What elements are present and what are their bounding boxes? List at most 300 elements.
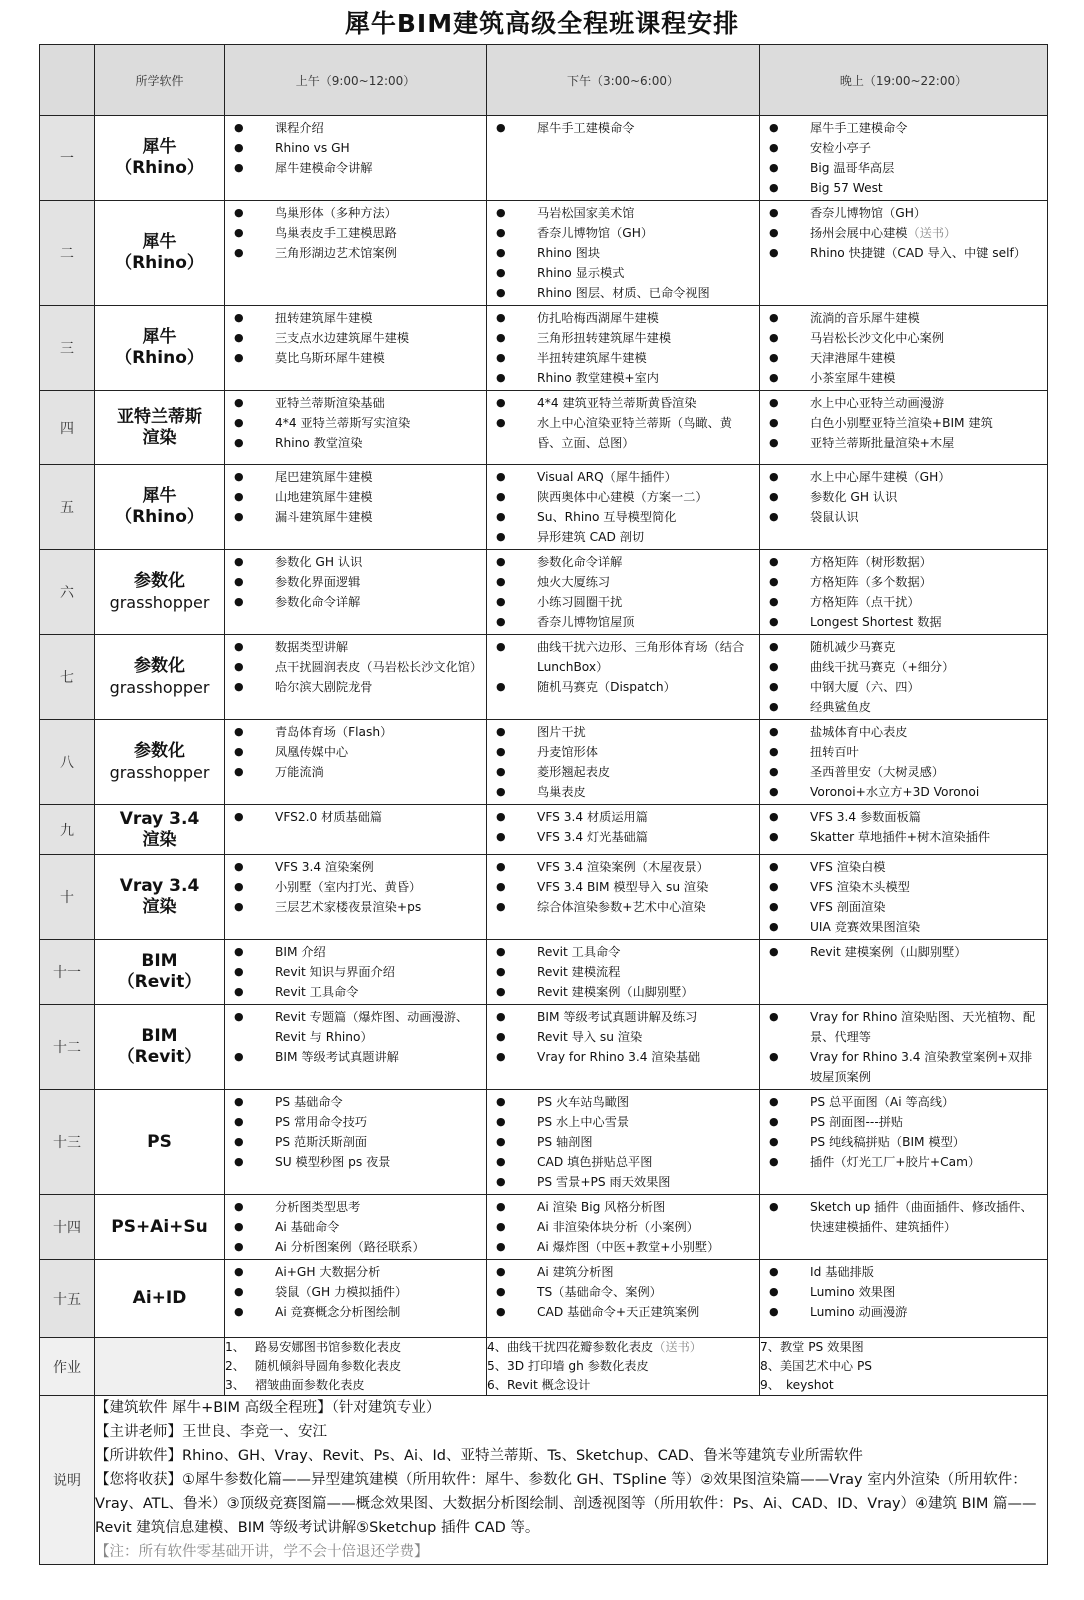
list-item-text: 香奈儿博物馆（GH）: [537, 226, 654, 240]
list-item: [225, 138, 482, 158]
list-item: [760, 942, 1043, 962]
list-item: [760, 877, 1043, 897]
list-item: [225, 762, 482, 782]
morning-list: [225, 550, 486, 614]
list-item-text: Ai 非渲染体块分析（小案例）: [537, 1220, 699, 1234]
list-item-text: Su、Rhino 互导模型简化: [537, 510, 677, 524]
list-item: [487, 857, 755, 877]
list-item-text: 亚特兰蒂斯批量渲染+木屋: [810, 436, 955, 450]
afternoon-list: [487, 1260, 759, 1324]
day-label: 二: [40, 201, 95, 306]
homework-item: 4、曲线干扰四花瓣参数化表皮: [487, 1340, 654, 1354]
list-item: [487, 368, 755, 388]
evening-list: [760, 1260, 1047, 1324]
afternoon-list: [487, 391, 759, 455]
list-item-text: 扭转百叶: [810, 745, 859, 759]
list-item: [760, 328, 1043, 348]
header-afternoon: 下午（3:00~6:00）: [487, 45, 760, 116]
list-item-note: （送书）: [907, 226, 957, 240]
list-item: [487, 243, 755, 263]
schedule-table: [39, 44, 1048, 1565]
list-item-text: 三支点水边建筑犀牛建模: [275, 331, 410, 345]
software-name: Vray 3.4: [119, 876, 200, 896]
list-item-text: Ai 爆炸图（中医+教堂+小别墅）: [537, 1240, 720, 1254]
list-item-text: 点干扰圆润表皮（马岩松长沙文化馆）: [275, 660, 483, 674]
list-item: [487, 552, 755, 572]
list-item-text: 课程介绍: [275, 121, 324, 135]
homework-item: 2、 随机倾斜导圆角参数化表皮: [225, 1359, 402, 1373]
list-item: [487, 467, 755, 487]
list-item: [225, 982, 482, 1002]
list-item-text: 凤凰传媒中心: [275, 745, 349, 759]
day-label: 六: [40, 550, 95, 635]
list-item: [225, 552, 482, 572]
afternoon-list: [487, 306, 759, 390]
list-item: [225, 158, 482, 178]
list-item-text: Sketch up 插件（曲面插件、修改插件、快速建模插件、建筑插件）: [810, 1200, 1033, 1234]
list-item: [225, 413, 482, 433]
software-name: 亚特兰蒂斯: [117, 406, 202, 427]
software-cell: [95, 635, 225, 720]
list-item: [760, 178, 1043, 198]
evening-cell: [760, 720, 1048, 805]
software-cell: [95, 940, 225, 1005]
software-cell: [95, 855, 225, 940]
day-label: 十五: [40, 1260, 95, 1338]
software-subname: grasshopper: [109, 678, 210, 697]
afternoon-list: [487, 635, 759, 699]
list-item-text: 水上中心渲染亚特兰蒂斯（鸟瞰、黄昏、立面、总图）: [537, 416, 732, 450]
notes-line: 【主讲老师】王世良、李竞一、安江: [95, 1424, 327, 1440]
software-subname: （Rhino）: [115, 253, 204, 273]
list-item: [760, 857, 1043, 877]
list-item: [760, 697, 1043, 717]
list-item: [225, 942, 482, 962]
evening-cell: [760, 1195, 1048, 1260]
software-subname: grasshopper: [109, 763, 210, 782]
list-item: [487, 1007, 755, 1027]
afternoon-cell: [487, 465, 760, 550]
schedule-row: [40, 465, 1048, 550]
day-label: 九: [40, 805, 95, 855]
list-item-text: 曲线干扰马赛克（+细分）: [810, 660, 955, 674]
list-item: [487, 1237, 755, 1257]
list-item-text: PS 总平面图（Ai 等高线）: [810, 1095, 955, 1109]
homework-note: （送书）: [653, 1340, 702, 1354]
morning-list: [225, 465, 486, 529]
list-item-text: Rhino vs GH: [275, 141, 350, 155]
list-item: [225, 1217, 482, 1237]
day-label: 十三: [40, 1090, 95, 1195]
list-item-text: 4*4 亚特兰蒂斯写实渲染: [275, 416, 411, 430]
afternoon-cell: [487, 720, 760, 805]
afternoon-list: [487, 855, 759, 919]
software-cell: [95, 465, 225, 550]
list-item-text: 参数化界面逻辑: [275, 575, 361, 589]
list-item: [225, 722, 482, 742]
afternoon-list: [487, 465, 759, 549]
list-item-text: 陕西奥体中心建模（方案一二）: [537, 490, 708, 504]
list-item-text: Lumino 动画漫游: [810, 1305, 908, 1319]
evening-cell: [760, 940, 1048, 1005]
list-item-text: Revit 专题篇（爆炸图、动画漫游、Revit 与 Rhino）: [275, 1010, 469, 1044]
list-item: [760, 657, 1043, 677]
software-cell: [95, 1195, 225, 1260]
software-cell: [95, 1090, 225, 1195]
list-item-text: UIA 竞赛效果图渲染: [810, 920, 921, 934]
morning-cell: [225, 550, 487, 635]
software-cell: [95, 391, 225, 465]
list-item: [760, 138, 1043, 158]
evening-cell: [760, 116, 1048, 201]
list-item-text: 经典鲨鱼皮: [810, 700, 871, 714]
list-item-text: CAD 基础命令+天正建筑案例: [537, 1305, 700, 1319]
morning-cell: [225, 306, 487, 391]
afternoon-list: [487, 805, 759, 849]
list-item: [225, 243, 482, 263]
morning-cell: [225, 855, 487, 940]
list-item-text: CAD 填色拼贴总平图: [537, 1155, 653, 1169]
afternoon-cell: [487, 201, 760, 306]
list-item-text: 亚特兰蒂斯渲染基础: [275, 396, 385, 410]
list-item: [487, 827, 755, 847]
morning-cell: [225, 201, 487, 306]
list-item-text: VFS 3.4 参数面板篇: [810, 810, 921, 824]
list-item-text: Revit 建模流程: [537, 965, 621, 979]
software-subname: （Revit）: [117, 1047, 202, 1067]
list-item: [760, 1282, 1043, 1302]
list-item: [225, 572, 482, 592]
list-item-text: Id 基础排版: [810, 1265, 874, 1279]
list-item-text: Big 温哥华高层: [810, 161, 895, 175]
schedule-row: [40, 855, 1048, 940]
list-item: [487, 722, 755, 742]
list-item: [760, 348, 1043, 368]
list-item-text: BIM 等级考试真题讲解: [275, 1050, 399, 1064]
software-cell: [95, 1260, 225, 1338]
list-item-text: VFS 3.4 渲染案例（木屋夜景）: [537, 860, 709, 874]
software-name: 参数化: [134, 656, 185, 676]
homework-col-3: [760, 1338, 1048, 1396]
list-item: [760, 1112, 1043, 1132]
evening-cell: [760, 1090, 1048, 1195]
morning-list: [225, 1195, 486, 1259]
afternoon-cell: [487, 805, 760, 855]
software-name: 犀牛: [142, 486, 177, 506]
afternoon-list: [487, 201, 759, 305]
morning-cell: [225, 1195, 487, 1260]
list-item: [225, 877, 482, 897]
morning-cell: [225, 1005, 487, 1090]
list-item: [225, 1282, 482, 1302]
morning-cell: [225, 805, 487, 855]
list-item-text: 小茶室犀牛建模: [810, 371, 896, 385]
list-item: [225, 1007, 482, 1047]
list-item: [487, 527, 755, 547]
list-item-text: Big 57 West: [810, 181, 883, 195]
list-item-text: Revit 建模案例（山脚别墅）: [537, 985, 694, 999]
list-item: [760, 762, 1043, 782]
list-item: [487, 413, 755, 453]
list-item-text: VFS 渲染木头模型: [810, 880, 910, 894]
list-item-text: Ai 建筑分析图: [537, 1265, 614, 1279]
list-item: [487, 203, 755, 223]
afternoon-cell: [487, 1005, 760, 1090]
header-software: 所学软件: [95, 45, 225, 116]
afternoon-list: [487, 1195, 759, 1259]
software-cell: [95, 116, 225, 201]
schedule-row: [40, 1260, 1048, 1338]
list-item-text: Revit 知识与界面介绍: [275, 965, 395, 979]
morning-cell: [225, 465, 487, 550]
software-name: 犀牛: [142, 327, 177, 347]
evening-cell: [760, 201, 1048, 306]
list-item-text: 鸟巢形体（多种方法）: [275, 206, 397, 220]
day-label: 十四: [40, 1195, 95, 1260]
list-item-text: 烛火大厦练习: [537, 575, 611, 589]
morning-cell: [225, 391, 487, 465]
list-item-text: 中钢大厦（六、四）: [810, 680, 920, 694]
list-item: [760, 393, 1043, 413]
list-item-text: 鸟巢表皮手工建模思路: [275, 226, 397, 240]
list-item-text: Voronoi+水立方+3D Voronoi: [810, 785, 980, 799]
day-label: 一: [40, 116, 95, 201]
list-item: [487, 1047, 755, 1067]
list-item-text: 参数化命令详解: [275, 595, 361, 609]
list-item: [760, 637, 1043, 657]
list-item-text: 数据类型讲解: [275, 640, 349, 654]
evening-cell: [760, 391, 1048, 465]
software-name: 参数化: [134, 571, 185, 591]
list-item-text: BIM 等级考试真题讲解及练习: [537, 1010, 698, 1024]
list-item-text: 莫比乌斯环犀牛建模: [275, 351, 385, 365]
list-item: [487, 1262, 755, 1282]
list-item-text: 漏斗建筑犀牛建模: [275, 510, 373, 524]
list-item: [225, 433, 482, 453]
list-item: [225, 467, 482, 487]
list-item: [487, 393, 755, 413]
header-evening: 晚上（19:00~22:00）: [760, 45, 1048, 116]
list-item-text: VFS 渲染白模: [810, 860, 886, 874]
evening-cell: [760, 306, 1048, 391]
list-item-text: Skatter 草地插件+树木渲染插件: [810, 830, 991, 844]
afternoon-cell: [487, 391, 760, 465]
evening-cell: [760, 550, 1048, 635]
list-item: [487, 762, 755, 782]
header-day: [40, 45, 95, 116]
list-item: [225, 657, 482, 677]
list-item: [487, 1092, 755, 1112]
afternoon-cell: [487, 635, 760, 720]
list-item-text: 白色小别墅亚特兰渲染+BIM 建筑: [810, 416, 993, 430]
evening-cell: [760, 1260, 1048, 1338]
morning-list: [225, 391, 486, 455]
list-item: [225, 1302, 482, 1322]
list-item: [225, 118, 482, 138]
day-label: 十: [40, 855, 95, 940]
evening-list: [760, 465, 1047, 529]
morning-list: [225, 306, 486, 370]
evening-cell: [760, 855, 1048, 940]
list-item: [760, 467, 1043, 487]
schedule-row: [40, 550, 1048, 635]
list-item-text: 青岛体育场（Flash）: [275, 725, 393, 739]
list-item-text: 香奈儿博物馆屋顶: [537, 615, 635, 629]
morning-cell: [225, 1090, 487, 1195]
list-item: [487, 677, 755, 697]
list-item-text: 随机减少马赛克: [810, 640, 896, 654]
evening-cell: [760, 465, 1048, 550]
list-item-text: Rhino 图块: [537, 246, 601, 260]
list-item: [487, 782, 755, 802]
morning-list: [225, 720, 486, 784]
schedule-row: [40, 805, 1048, 855]
list-item: [760, 413, 1043, 433]
list-item: [760, 1047, 1043, 1087]
software-subname: grasshopper: [109, 593, 210, 612]
list-item-text: 三角形湖边艺术馆案例: [275, 246, 397, 260]
evening-cell: [760, 635, 1048, 720]
list-item: [760, 612, 1043, 632]
list-item-text: SU 模型秒图 ps 夜景: [275, 1155, 391, 1169]
day-label: 三: [40, 306, 95, 391]
homework-item: 8、美国艺术中心 PS: [760, 1359, 873, 1373]
notes-line: 【所讲软件】Rhino、GH、Vray、Revit、Ps、Ai、Id、亚特兰蒂斯、Ts、Sketchup、CAD、鲁米等建筑专业所需软件: [95, 1448, 863, 1464]
list-item-text: Revit 工具命令: [537, 945, 621, 959]
list-item: [760, 158, 1043, 178]
list-item: [487, 263, 755, 283]
list-item-text: 水上中心犀牛建模（GH）: [810, 470, 951, 484]
list-item-text: 异形建筑 CAD 剖切: [537, 530, 645, 544]
list-item-text: Ai 渲染 Big 风格分析图: [537, 1200, 666, 1214]
list-item: [487, 612, 755, 632]
evening-list: [760, 201, 1047, 265]
list-item: [487, 328, 755, 348]
morning-list: [225, 1260, 486, 1324]
list-item-text: 安检小亭子: [810, 141, 871, 155]
list-item: [487, 942, 755, 962]
evening-cell: [760, 805, 1048, 855]
list-item: [760, 1197, 1043, 1237]
list-item-text: PS 剖面图---拼贴: [810, 1115, 904, 1129]
list-item-text: 参数化命令详解: [537, 555, 623, 569]
morning-list: [225, 855, 486, 919]
schedule-row: [40, 940, 1048, 1005]
software-subname: （Rhino）: [115, 507, 204, 527]
list-item-text: 菱形翘起表皮: [537, 765, 611, 779]
list-item-text: BIM 介绍: [275, 945, 326, 959]
morning-list: [225, 1005, 486, 1069]
list-item-text: 犀牛建模命令讲解: [275, 161, 373, 175]
afternoon-cell: [487, 1195, 760, 1260]
notes-label: 说明: [40, 1396, 95, 1565]
list-item: [487, 637, 755, 677]
list-item: [487, 592, 755, 612]
list-item: [487, 487, 755, 507]
list-item-text: Revit 工具命令: [275, 985, 359, 999]
schedule-body: [40, 116, 1048, 1338]
list-item: [225, 1152, 482, 1172]
evening-list: [760, 720, 1047, 804]
list-item: [487, 807, 755, 827]
list-item: [760, 487, 1043, 507]
list-item-text: PS 水上中心雪景: [537, 1115, 630, 1129]
list-item-text: 扭转建筑犀牛建模: [275, 311, 373, 325]
list-item: [760, 897, 1043, 917]
list-item: [487, 223, 755, 243]
software-name: BIM: [141, 1026, 178, 1046]
software-subname: （Revit）: [117, 972, 202, 992]
homework-item: 1、 路易安娜图书馆参数化表皮: [225, 1340, 402, 1354]
list-item: [225, 637, 482, 657]
notes-row: [40, 1396, 1048, 1565]
list-item-text: PS 基础命令: [275, 1095, 343, 1109]
list-item: [487, 507, 755, 527]
list-item: [487, 1282, 755, 1302]
notes-line: 【建筑软件 犀牛+BIM 高级全程班】（针对建筑专业）: [95, 1400, 441, 1416]
list-item-text: Revit 导入 su 渲染: [537, 1030, 643, 1044]
list-item: [760, 572, 1043, 592]
software-cell: [95, 550, 225, 635]
list-item-text: 犀牛手工建模命令: [810, 121, 908, 135]
list-item: [225, 592, 482, 612]
list-item-text: Vray for Rhino 渲染贴图、天光植物、配景、代理等: [810, 1010, 1036, 1044]
list-item-text: Vray for Rhino 3.4 渲染教堂案例+双排坡屋顶案例: [810, 1050, 1033, 1084]
notes-line: 【您将收获】①犀牛参数化篇——异型建筑建模（所用软件：犀牛、参数化 GH、TSpline 等）②效果图渲染篇——Vray 室内外渲染（所用软件：Vray、ATL、鲁米）③顶级竞赛图篇——概念效果图、大数据分析图绘制、剖透视图等（所用软件：Ps、Ai、CAD、ID、Vray）④建筑 BIM 篇——Revit 建筑信息建模、BIM 等级考试讲解⑤Sketchup 插件 CAD 等。: [95, 1472, 1037, 1536]
evening-list: [760, 1005, 1047, 1089]
list-item-text: 随机马赛克（Dispatch）: [537, 680, 676, 694]
list-item: [225, 1132, 482, 1152]
list-item: [760, 118, 1043, 138]
list-item: [225, 393, 482, 413]
evening-list: [760, 1090, 1047, 1174]
list-item-text: 曲线干扰六边形、三角形体育场（结合 LunchBox）: [537, 640, 745, 674]
software-name: 犀牛: [142, 137, 177, 157]
list-item-text: VFS 3.4 渲染案例: [275, 860, 374, 874]
list-item-text: Visual ARQ（犀牛插件）: [537, 470, 677, 484]
afternoon-list: [487, 1005, 759, 1069]
list-item: [760, 742, 1043, 762]
morning-list: [225, 805, 486, 829]
schedule-row: [40, 391, 1048, 465]
list-item-text: PS 纯线稿拼贴（BIM 模型）: [810, 1135, 965, 1149]
schedule-row: [40, 1195, 1048, 1260]
morning-list: [225, 116, 486, 180]
evening-list: [760, 1195, 1047, 1239]
list-item-text: Vray for Rhino 3.4 渲染基础: [537, 1050, 701, 1064]
list-item-text: 方格矩阵（点干扰）: [810, 595, 920, 609]
list-item-text: 参数化 GH 认识: [810, 490, 898, 504]
homework-item: 3、 褶皱曲面参数化表皮: [225, 1378, 365, 1392]
list-item-text: 山地建筑犀牛建模: [275, 490, 373, 504]
afternoon-list: [487, 1090, 759, 1194]
day-label: 十一: [40, 940, 95, 1005]
software-cell: [95, 1005, 225, 1090]
list-item: [760, 1262, 1043, 1282]
list-item: [760, 1007, 1043, 1047]
list-item-text: Longest Shortest 数据: [810, 615, 942, 629]
afternoon-list: [487, 116, 759, 140]
list-item-text: VFS 3.4 BIM 模型导入 su 渲染: [537, 880, 709, 894]
list-item: [760, 243, 1043, 263]
afternoon-cell: [487, 940, 760, 1005]
software-name: PS+Ai+Su: [111, 1216, 208, 1237]
afternoon-cell: [487, 855, 760, 940]
software-cell: [95, 306, 225, 391]
list-item-text: 袋鼠（GH 力模拟插件）: [275, 1285, 408, 1299]
morning-cell: [225, 1260, 487, 1338]
list-item-text: 方格矩阵（树形数据）: [810, 555, 932, 569]
